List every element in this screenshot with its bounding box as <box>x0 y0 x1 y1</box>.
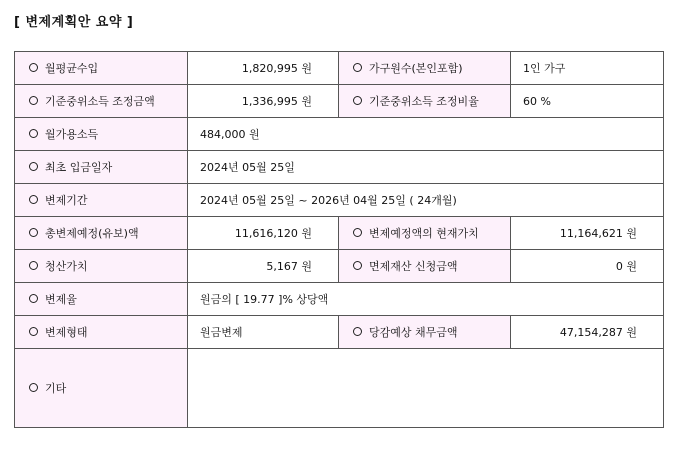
circle-bullet-icon <box>29 327 38 336</box>
circle-bullet-icon <box>29 63 38 72</box>
monthly-available-income-label-cell <box>15 118 188 151</box>
circle-bullet-icon <box>353 96 362 105</box>
monthly-avg-income-value: 1,820,995 원 <box>188 52 339 85</box>
liquidation-value-value: 5,167 원 <box>188 250 339 283</box>
adjusted-median-income-label-cell <box>15 85 188 118</box>
circle-bullet-icon <box>29 162 38 171</box>
other-label-cell <box>15 349 188 428</box>
monthly-avg-income-label-cell <box>15 52 188 85</box>
first-payment-date-label: 최초 입금일자 <box>45 161 113 174</box>
exempt-property-claim-label-cell <box>339 250 511 283</box>
table-row <box>15 184 664 217</box>
household-size-value: 1인 가구 <box>511 52 664 85</box>
liquidation-value-label: 청산가치 <box>45 260 88 273</box>
repayment-type-label: 변제형태 <box>45 326 88 339</box>
circle-bullet-icon <box>29 96 38 105</box>
other-value <box>188 349 664 428</box>
monthly-avg-income-label: 월평균수입 <box>45 62 99 75</box>
table-row <box>15 349 664 428</box>
adjusted-median-income-label: 기준중위소득 조정금액 <box>45 95 155 108</box>
repayment-type-label-cell <box>15 316 188 349</box>
exempt-property-claim-label: 면제재산 신청금액 <box>369 260 458 273</box>
first-payment-date-label-cell <box>15 151 188 184</box>
table-row <box>15 118 664 151</box>
repayment-rate-value: 원금의 [ 19.77 ]% 상당액 <box>188 283 664 316</box>
repayment-rate-label-cell <box>15 283 188 316</box>
total-scheduled-repayment-value: 11,616,120 원 <box>188 217 339 250</box>
circle-bullet-icon <box>29 294 38 303</box>
household-size-label: 가구원수(본인포함) <box>369 62 463 75</box>
circle-bullet-icon <box>353 63 362 72</box>
liquidation-value-label-cell <box>15 250 188 283</box>
first-payment-date-value: 2024년 05월 25일 <box>188 151 664 184</box>
repayment-period-value: 2024년 05월 25일 ~ 2026년 04월 25일 ( 24개월) <box>188 184 664 217</box>
table-row <box>15 316 664 349</box>
circle-bullet-icon <box>353 228 362 237</box>
total-scheduled-repayment-label-cell <box>15 217 188 250</box>
repayment-period-label-cell <box>15 184 188 217</box>
circle-bullet-icon <box>29 129 38 138</box>
page-title: [ 변제계획안 요약 ] <box>14 15 134 30</box>
circle-bullet-icon <box>353 261 362 270</box>
circle-bullet-icon <box>353 327 362 336</box>
repayment-rate-label: 변제율 <box>45 293 77 306</box>
table-row <box>15 250 664 283</box>
present-value-label-cell <box>339 217 511 250</box>
repayment-period-label: 변제기간 <box>45 194 88 207</box>
monthly-available-income-value: 484,000 원 <box>188 118 664 151</box>
table-row <box>15 85 664 118</box>
median-income-ratio-label: 기준중위소득 조정비율 <box>369 95 479 108</box>
adjusted-median-income-value: 1,336,995 원 <box>188 85 339 118</box>
circle-bullet-icon <box>29 383 38 392</box>
table-row <box>15 217 664 250</box>
circle-bullet-icon <box>29 195 38 204</box>
monthly-available-income-label: 월가용소득 <box>45 128 99 141</box>
table-row <box>15 151 664 184</box>
repayment-type-value: 원금변제 <box>188 316 339 349</box>
total-scheduled-repayment-label: 총변제예정(유보)액 <box>45 227 139 240</box>
expected-debt-amount-value: 47,154,287 원 <box>511 316 664 349</box>
median-income-ratio-value: 60 % <box>511 85 664 118</box>
present-value-value: 11,164,621 원 <box>511 217 664 250</box>
expected-debt-amount-label: 당감예상 채무금액 <box>369 326 458 339</box>
table-row <box>15 283 664 316</box>
circle-bullet-icon <box>29 228 38 237</box>
repayment-plan-summary-table <box>14 51 664 428</box>
circle-bullet-icon <box>29 261 38 270</box>
median-income-ratio-label-cell <box>339 85 511 118</box>
table-row <box>15 52 664 85</box>
exempt-property-claim-value: 0 원 <box>511 250 664 283</box>
household-size-label-cell <box>339 52 511 85</box>
other-label: 기타 <box>45 382 67 395</box>
expected-debt-amount-label-cell <box>339 316 511 349</box>
present-value-label: 변제예정액의 현재가치 <box>369 227 479 240</box>
